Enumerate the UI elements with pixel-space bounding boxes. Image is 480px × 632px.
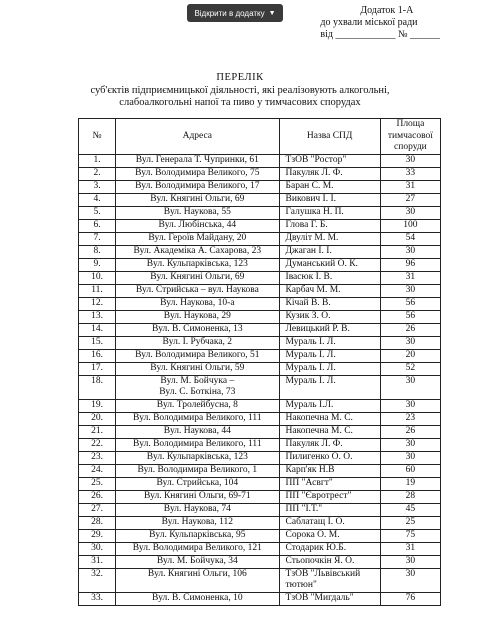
row-area: 30 [380,555,440,568]
row-address: Вул. Наукова, 29 [116,310,279,323]
row-owner: ПП "Євротрест" [279,490,380,503]
row-area: 96 [380,258,440,271]
row-owner: Викович І. І. [279,193,380,206]
row-address: Вул. Княгині Ольги, 106 [116,568,279,592]
row-area: 30 [380,438,440,451]
row-owner: Мураль І. Л. [279,375,380,399]
row-number: 8. [79,245,116,258]
row-owner: Двуліт М. М. [279,232,380,245]
outlets-table [78,118,441,606]
table-row [79,503,441,516]
row-area: 52 [380,362,440,375]
row-number: 26. [79,490,116,503]
document-title [0,72,480,110]
row-address: Вул. Княгині Ольги, 69-71 [116,490,279,503]
row-address: Вул. І. Рубчака, 2 [116,336,279,349]
table-row [79,154,441,167]
row-owner: Мураль І.Л. [279,399,380,412]
row-area: 60 [380,464,440,477]
row-number: 4. [79,193,116,206]
table-row [79,206,441,219]
header-owner: Назва СПД [279,119,380,155]
open-in-app-label: Відкрити в додатку [194,8,265,18]
row-area: 54 [380,232,440,245]
annex-date: від ____________ № ______ [320,29,440,40]
row-area: 45 [380,503,440,516]
row-address: Вул. Стрийська – вул. Наукова [116,284,279,297]
row-area: 30 [380,451,440,464]
row-number: 15. [79,336,116,349]
row-owner: Накопечна М. С. [279,412,380,425]
row-address: Вул. Наукова, 74 [116,503,279,516]
row-number: 12. [79,297,116,310]
row-owner: Мураль І. Л. [279,362,380,375]
row-number: 27. [79,503,116,516]
row-address: Вул. Володимира Великого, 121 [116,542,279,555]
row-address: Вул. Кульпарківська, 123 [116,258,279,271]
row-address: Вул. М. Бойчука – Вул. С. Боткіна, 73 [116,375,279,399]
table-row [79,193,441,206]
row-area: 76 [380,592,440,605]
row-area: 31 [380,271,440,284]
row-owner: ТзОВ "Мигдаль" [279,592,380,605]
row-owner: Саблатащ І. О. [279,516,380,529]
row-address: Вул. В. Симоненка, 10 [116,592,279,605]
row-address: Вул. Володимира Великого, 111 [116,438,279,451]
table-row [79,412,441,425]
row-owner: ПП "Асвгт" [279,477,380,490]
title-heading: ПЕРЕЛІК [216,72,264,83]
row-number: 25. [79,477,116,490]
row-area: 31 [380,180,440,193]
table-row [79,542,441,555]
row-owner: Пилигенко О. О. [279,451,380,464]
row-address: Вул. Володимира Великого, 111 [116,412,279,425]
row-area: 56 [380,297,440,310]
row-address: Вул. Княгині Ольги, 69 [116,193,279,206]
row-address: Вул. Кульпарківська, 95 [116,529,279,542]
table-row [79,271,441,284]
row-area: 31 [380,542,440,555]
row-number: 23. [79,451,116,464]
row-owner: Стодарик Ю.Б. [279,542,380,555]
row-owner: Пакуляк Л. Ф. [279,438,380,451]
table-row [79,490,441,503]
row-number: 22. [79,438,116,451]
row-owner: Галушка Н. П. [279,206,380,219]
row-address: Вул. Володимира Великого, 17 [116,180,279,193]
row-number: 24. [79,464,116,477]
table-row [79,323,441,336]
table-row [79,245,441,258]
table-row [79,167,441,180]
table-row [79,297,441,310]
row-area: 75 [380,529,440,542]
row-area: 30 [380,206,440,219]
row-number: 17. [79,362,116,375]
row-number: 21. [79,425,116,438]
header-area: Площа тимчасової споруди [380,119,440,155]
row-number: 13. [79,310,116,323]
table-row [79,464,441,477]
table-row [79,568,441,592]
table-row [79,219,441,232]
table-row [79,362,441,375]
row-owner: Мураль І. Л. [279,349,380,362]
row-area: 30 [380,245,440,258]
table-row [79,349,441,362]
row-owner: Накопечна М. С. [279,425,380,438]
row-owner: ПП "І.Т." [279,503,380,516]
row-address: Вул. Стрийська, 104 [116,477,279,490]
row-owner: Глова Г. Б. [279,219,380,232]
row-area: 30 [380,568,440,592]
open-in-app-button[interactable] [187,4,283,22]
row-area: 27 [380,193,440,206]
table-row [79,232,441,245]
row-owner: Стьопочкін Я. О. [279,555,380,568]
row-address: Вул. Героїв Майдану, 20 [116,232,279,245]
annex-number: Додаток 1-А [360,5,414,16]
row-number: 32. [79,568,116,592]
table-row [79,258,441,271]
row-area: 30 [380,375,440,399]
table-row [79,529,441,542]
row-owner: Думанський О. К. [279,258,380,271]
table-header-row [79,119,441,155]
row-area: 56 [380,310,440,323]
row-owner: Кузик З. О. [279,310,380,323]
row-owner: Кічай В. В. [279,297,380,310]
row-number: 28. [79,516,116,529]
row-number: 7. [79,232,116,245]
row-owner: Мураль І. Л. [279,336,380,349]
table-row [79,284,441,297]
title-line-1: суб'єктів підприємницької діяльності, які реалізовують алкогольні, [90,84,390,96]
row-address: Вул. Княгині Ольги, 69 [116,271,279,284]
table-row [79,555,441,568]
header-address: Адреса [116,119,279,155]
row-owner: Джаган І. І. [279,245,380,258]
row-address: Вул. Володимира Великого, 51 [116,349,279,362]
row-area: 23 [380,412,440,425]
row-number: 33. [79,592,116,605]
table-row [79,375,441,399]
row-address: Вул. В. Симоненка, 13 [116,323,279,336]
row-number: 14. [79,323,116,336]
row-address: Вул. Княгині Ольги, 59 [116,362,279,375]
row-owner: Левицький Р. В. [279,323,380,336]
table-row [79,399,441,412]
header-number: № [79,119,116,155]
table-row [79,438,441,451]
table-row [79,180,441,193]
row-area: 30 [380,284,440,297]
annex-block [320,5,440,41]
row-owner: Баран С. М. [279,180,380,193]
table-row [79,336,441,349]
row-number: 31. [79,555,116,568]
row-owner: Карп'як Н.В [279,464,380,477]
row-address: Вул. Академіка А. Сахарова, 23 [116,245,279,258]
row-address: Вул. Любінська, 44 [116,219,279,232]
row-address: Вул. Кульпарківська, 123 [116,451,279,464]
row-area: 28 [380,490,440,503]
row-owner: ТзОВ "Ростор" [279,154,380,167]
row-owner: Івасюк І. В. [279,271,380,284]
table-row [79,592,441,605]
row-number: 6. [79,219,116,232]
row-area: 19 [380,477,440,490]
row-number: 5. [79,206,116,219]
table-row [79,451,441,464]
table-row [79,477,441,490]
row-number: 29. [79,529,116,542]
title-line-2: слабоалкогольні напої та пиво у тимчасових спорудах [119,97,361,108]
row-address: Вул. Наукова, 55 [116,206,279,219]
row-area: 30 [380,336,440,349]
row-number: 9. [79,258,116,271]
row-area: 20 [380,349,440,362]
row-area: 30 [380,154,440,167]
table-row [79,310,441,323]
row-area: 26 [380,425,440,438]
row-address: Вул. Володимира Великого, 1 [116,464,279,477]
row-number: 1. [79,154,116,167]
row-number: 20. [79,412,116,425]
chevron-down-icon: ▼ [268,9,276,17]
row-address: Вул. Наукова, 44 [116,425,279,438]
row-number: 30. [79,542,116,555]
row-area: 30 [380,399,440,412]
row-address: Вул. Тролейбусна, 8 [116,399,279,412]
row-area: 100 [380,219,440,232]
row-number: 3. [79,180,116,193]
row-address: Вул. Володимира Великого, 75 [116,167,279,180]
row-number: 11. [79,284,116,297]
row-address: Вул. М. Бойчука, 34 [116,555,279,568]
row-area: 25 [380,516,440,529]
row-address: Вул. Генерала Т. Чупринки, 61 [116,154,279,167]
row-number: 18. [79,375,116,399]
table-row [79,425,441,438]
table-row [79,516,441,529]
row-area: 26 [380,323,440,336]
row-number: 19. [79,399,116,412]
annex-decision: до ухвали міської ради [320,17,418,28]
row-owner: Пакуляк Л. Ф. [279,167,380,180]
row-owner: Карбач М. М. [279,284,380,297]
row-area: 33 [380,167,440,180]
row-owner: Сорока О. М. [279,529,380,542]
row-number: 2. [79,167,116,180]
row-owner: ТзОВ "Львівський тютюн" [279,568,380,592]
row-number: 16. [79,349,116,362]
row-address: Вул. Наукова, 10-а [116,297,279,310]
row-address: Вул. Наукова, 112 [116,516,279,529]
row-number: 10. [79,271,116,284]
